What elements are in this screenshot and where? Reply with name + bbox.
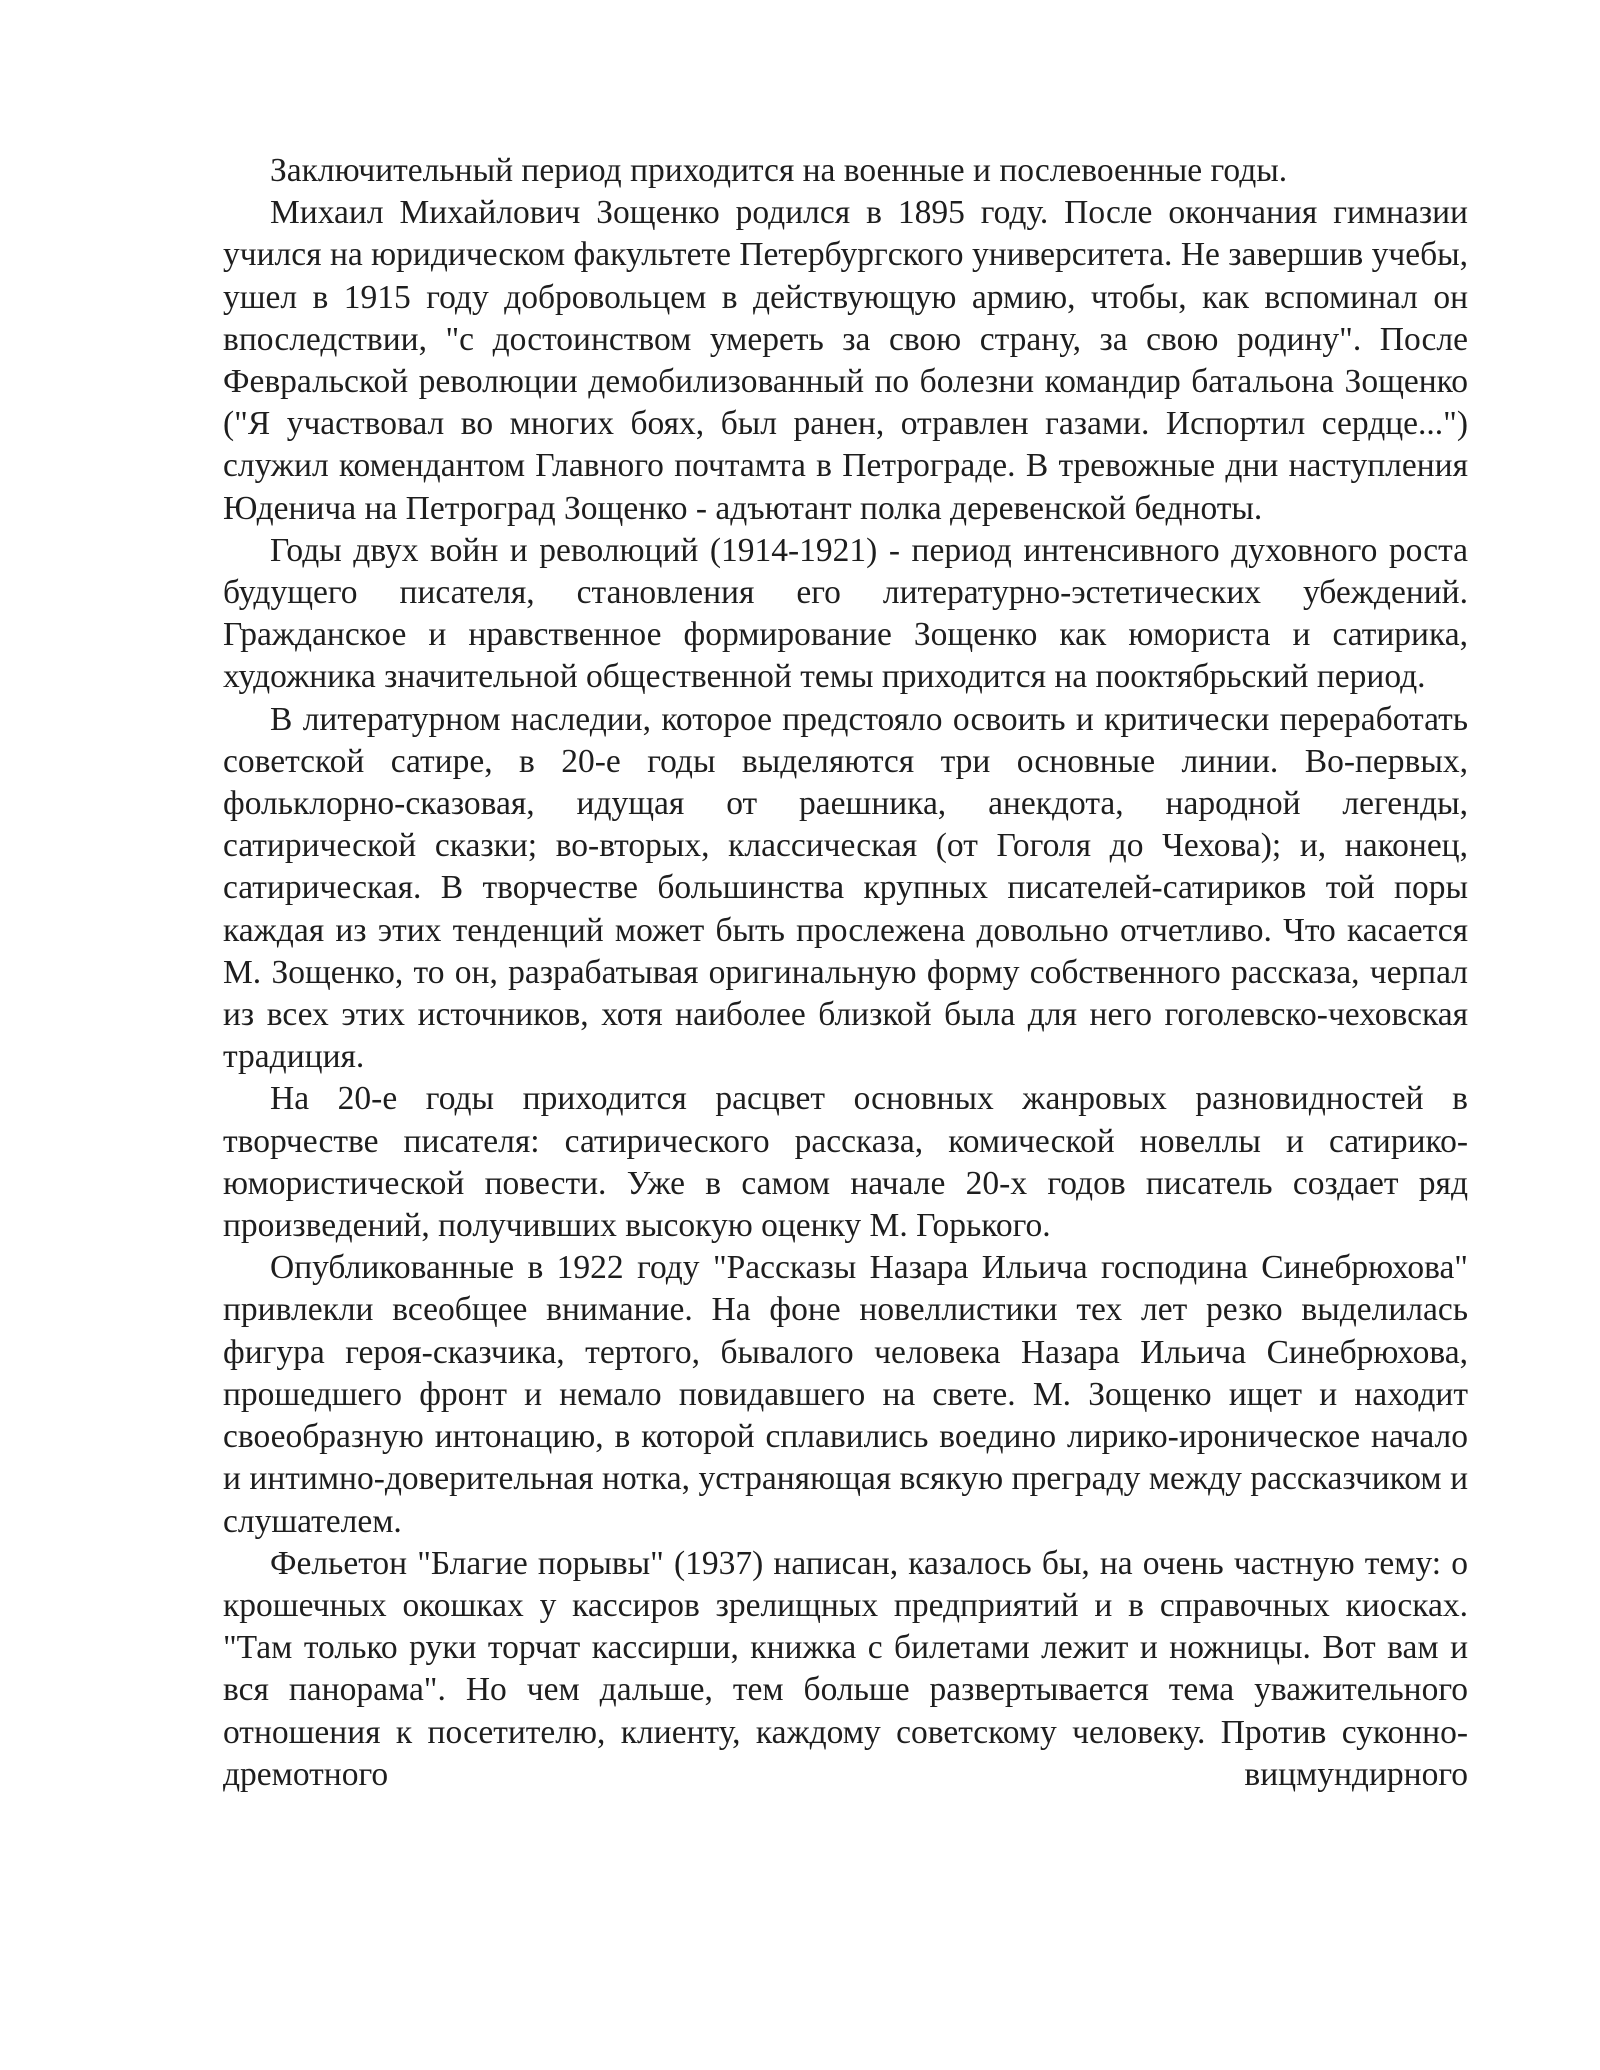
paragraph-6: Опубликованные в 1922 году "Рассказы Назара Ильича господина Синебрюхова" привлекли всеобщее внимание. На фоне новеллистики тех лет резко выделилась фигура героя-сказчика, тертого, бывалого человека Назара Ильича Синебрюхова, прошедшего фронт и немало повидавшего на свете. М. Зощенко ищет и находит своеобразную интонацию, в которой сплавились воедино лирико-ироническое начало и интимно-доверительная нотка, устраняющая всякую преграду между рассказчиком и слушателем. [223, 1249, 1468, 1540]
document-page [223, 150, 1468, 1796]
paragraph-4: В литературном наследии, которое предстояло освоить и критически переработать советской сатире, в 20-е годы выделяются три основные линии. Во-первых, фольклорно-сказовая, идущая от раешника, анекдота, народной легенды, сатирической сказки; во-вторых, классическая (от Гоголя до Чехова); и, наконец, сатирическая. В творчестве большинства крупных писателей-сатириков той поры каждая из этих тенденций может быть прослежена довольно отчетливо. Что касается М. Зощенко, то он, разрабатывая оригинальную форму собственного рассказа, черпал из всех этих источников, хотя наиболее близкой была для него гоголевско-чеховская традиция. [223, 700, 1468, 1076]
paragraph-2: Михаил Михайлович Зощенко родился в 1895 году. После окончания гимназии учился на юридическом факультете Петербургского университета. Не завершив учебы, ушел в 1915 году добровольцем в действующую армию, чтобы, как вспоминал он впоследствии, "с достоинством умереть за свою страну, за свою родину". После Февральской революции демобилизованный по болезни командир батальона Зощенко ("Я участвовал во многих боях, был ранен, отравлен газами. Испортил сердце...") служил комендантом Главного почтамта в Петрограде. В тревожные дни наступления Юденича на Петроград Зощенко - адъютант полка деревенской бедноты. [223, 194, 1468, 527]
paragraph-7: Фельетон "Благие порывы" (1937) написан, казалось бы, на очень частную тему: о крошечных окошках у кассиров зрелищных предприятий и в справочных киосках. "Там только руки торчат кассирши, книжка с билетами лежит и ножницы. Вот вам и вся панорама". Но чем дальше, тем больше развертывается тема уважительного отношения к посетителю, клиенту, каждому советскому человеку. Против суконно-дремотного вицмундирного [223, 1544, 1468, 1793]
paragraph-3: Годы двух войн и революций (1914-1921) - период интенсивного духовного роста будущего писателя, становления его литературно-эстетических убеждений. Гражданское и нравственное формирование Зощенко как юмориста и сатирика, художника значительной общественной темы приходится на пооктябрьский период. [223, 531, 1468, 696]
paragraph-1: Заключительный период приходится на военные и послевоенные годы. [270, 152, 1288, 189]
paragraph-5: На 20-е годы приходится расцвет основных жанровых разновидностей в творчестве писателя: сатирического рассказа, комической новеллы и сатирико-юмористической повести. Уже в самом начале 20-х годов писатель создает ряд произведений, получивших высокую оценку М. Горького. [223, 1080, 1468, 1245]
